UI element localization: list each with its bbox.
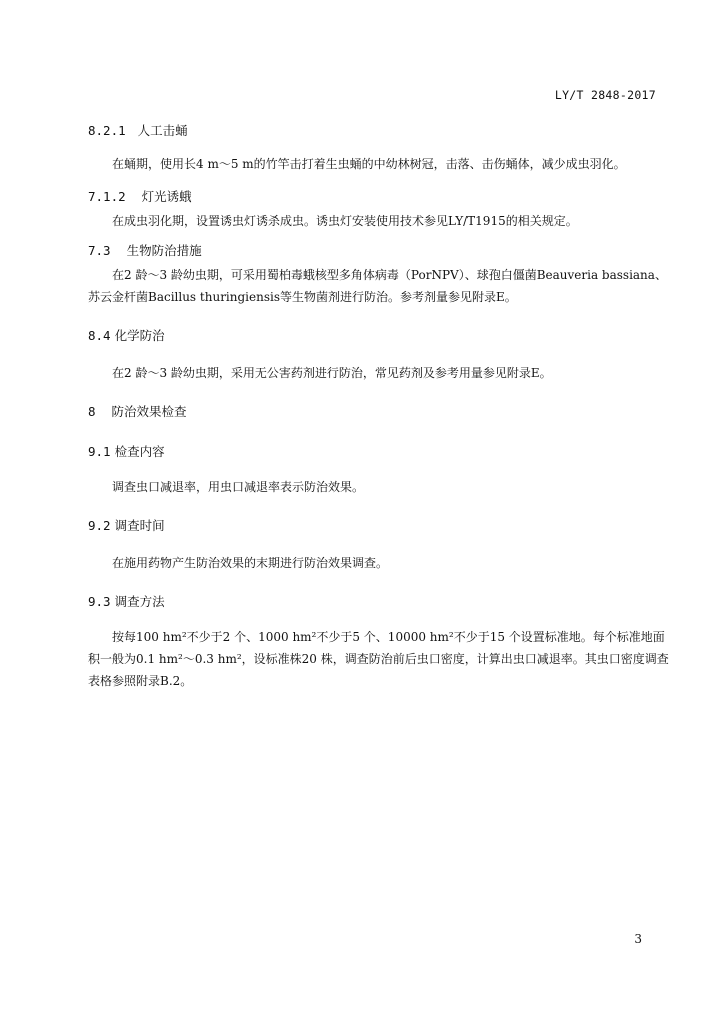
section-heading-9-3 [88,592,165,610]
section-title: 灯光诱蛾 [141,189,192,204]
section-number: 9.1 [88,444,111,459]
standard-code-header: LY/T 2848-2017 [554,88,656,102]
section-body-9-3: 按每100 hm²不少于2 个、1000 hm²不少于5 个、10000 hm²不少于15 个设置标准地。每个标准地面积一般为0.1 hm²～0.3 hm²，设标准株20 株，调查防治前后虫口密度，计算出虫口减退率。其虫口密度调查表格参照附录B.2。 [88,630,669,688]
page-number: 3 [634,932,642,946]
section-heading-8-2-1 [88,121,188,139]
section-number: 9.2 [88,518,111,533]
section-number: 7.3 [88,243,111,258]
section-number: 8 [88,404,96,419]
section-title: 调查时间 [114,518,165,533]
section-title: 化学防治 [114,328,165,343]
section-body-8-2-1: 在蛹期，使用长4 m～5 m的竹竿击打着生虫蛹的中幼林树冠，击落、击伤蛹体，减少成虫羽化。 [112,157,626,171]
section-number: 8.4 [88,328,111,343]
section-title: 防治效果检查 [111,404,187,419]
section-title: 人工击蛹 [137,123,188,138]
section-heading-9-1 [88,442,165,460]
section-number: 9.3 [88,594,111,609]
section-heading-8-4 [88,326,165,344]
section-body-7-1-2: 在成虫羽化期，设置诱虫灯诱杀成虫。诱虫灯安装使用技术参见LY/T1915的相关规定。 [112,214,578,228]
section-body-8-4: 在2 龄～3 龄幼虫期，采用无公害药剂进行防治，常见药剂及参考用量参见附录E。 [112,366,552,380]
section-body-9-2: 在施用药物产生防治效果的末期进行防治效果调查。 [112,556,389,570]
section-body-7-3: 在2 龄～3 龄幼虫期，可采用蜀柏毒蛾核型多角体病毒（PorNPV）、球孢白僵菌Beauveria bassiana、苏云金杆菌Bacillus thuringiensis等生物菌剂进行防治。参考剂量参见附录E。 [88,268,667,304]
section-body-9-1: 调查虫口减退率，用虫口减退率表示防治效果。 [112,480,365,494]
section-title: 生物防治措施 [126,243,202,258]
section-title: 调查方法 [114,594,165,609]
section-heading-7-1-2 [88,187,192,205]
section-heading-7-3 [88,241,202,259]
section-heading-9-2 [88,516,165,534]
section-title: 检查内容 [114,444,165,459]
section-number: 8.2.1 [88,123,126,138]
section-heading-8 [88,402,187,420]
section-number: 7.1.2 [88,189,126,204]
